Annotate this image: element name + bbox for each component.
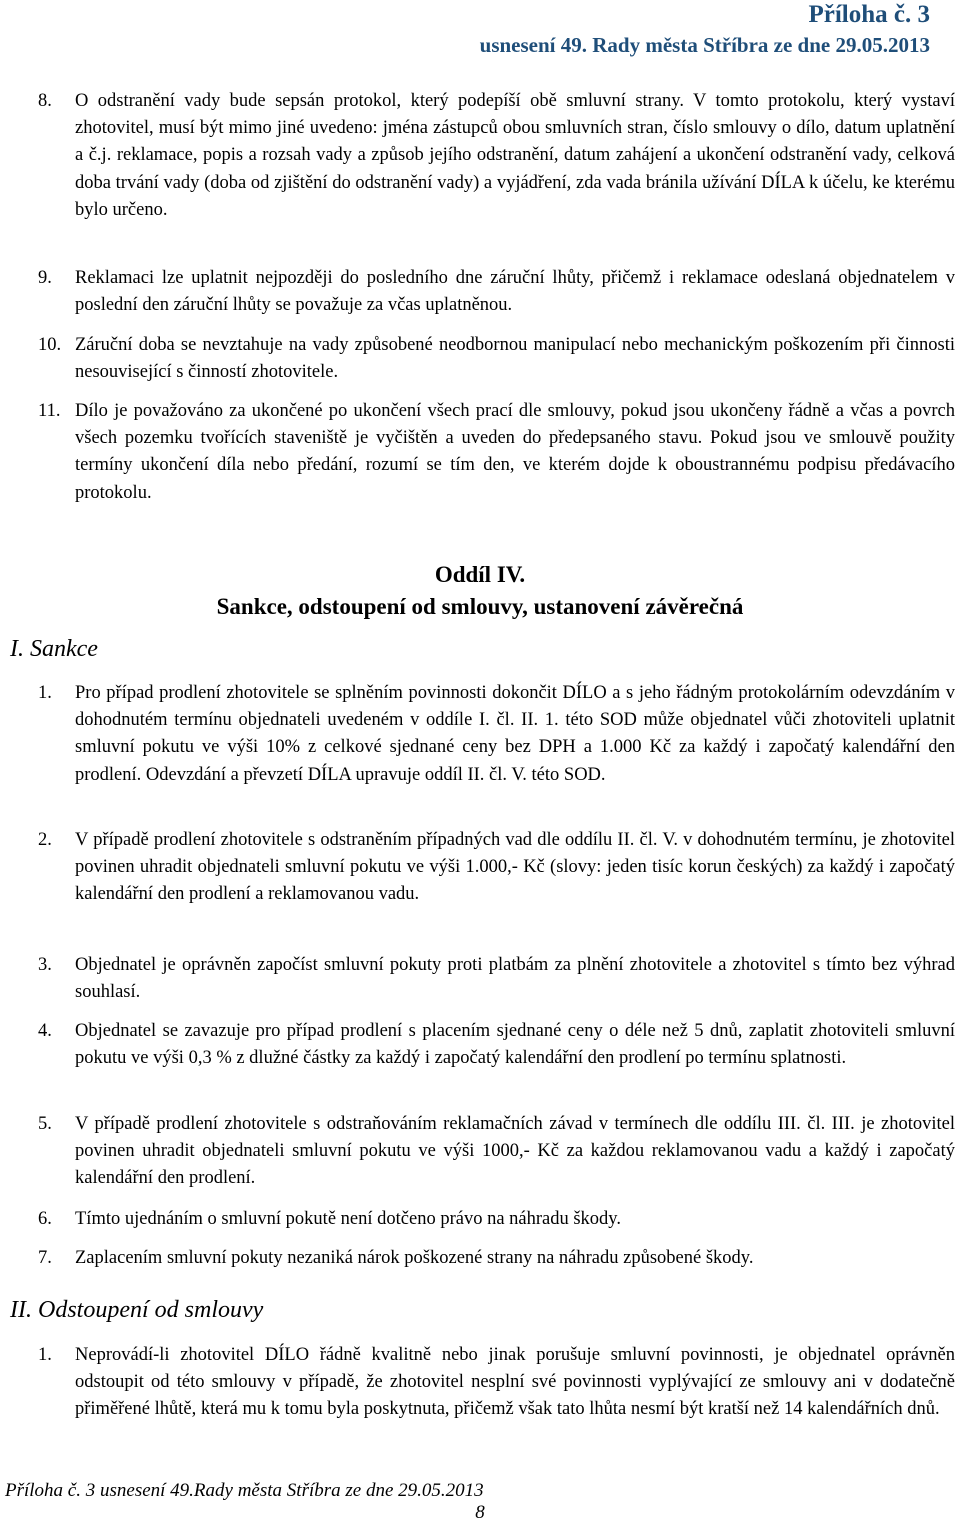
header-subtitle: usnesení 49. Rady města Stříbra ze dne 29.05.2013 xyxy=(479,33,930,57)
header-title: Příloha č. 3 xyxy=(808,1,930,28)
item-number: 1. xyxy=(38,1345,52,1365)
part-title: Oddíl IV. xyxy=(434,562,526,587)
item-number: 10. xyxy=(38,335,62,355)
list-item xyxy=(38,952,955,1006)
item-text: Tímto ujednáním o smluvní pokutě není dotčeno právo na náhradu škody. xyxy=(75,1209,621,1229)
list-item xyxy=(38,1018,955,1072)
list-item xyxy=(38,265,955,319)
page-footer: Příloha č. 3 usnesení 49.Rady města Stříbra ze dne 29.05.2013 xyxy=(5,1480,484,1501)
item-number: 4. xyxy=(38,1021,52,1041)
item-text: Reklamaci lze uplatnit nejpozději do posledního dne záruční lhůty, přičemž i reklamace odeslaná objednatelem v poslední den záruční lhůty se považuje za včas uplatněnou. xyxy=(75,268,955,316)
item-number: 11. xyxy=(38,401,61,421)
item-number: 5. xyxy=(38,1114,52,1134)
item-text: O odstranění vady bude sepsán protokol, který podepíší obě smluvní strany. V tomto protokolu, který vystaví zhotovitel, musí být mimo jiné uvedeno: jména zástupců obou smluvních stran, číslo smlouvy o dílo, datum uplatnění a č.j. reklamace, popis a rozsah vady a způsob jejího odstranění, datum zahájení a ukončení odstranění vady, celková doba trvání vady (doba od zjištění do odstranění vady) a vyjádření, zda vada bránila užívání DÍLA k účelu, ke kterému bylo určeno. xyxy=(75,91,955,220)
list-item xyxy=(38,1245,955,1272)
item-text: Zaplacením smluvní pokuty nezaniká nárok poškozené strany na náhradu způsobené škody. xyxy=(75,1248,754,1268)
list-item xyxy=(38,1111,955,1193)
page-header xyxy=(480,0,930,60)
item-number: 6. xyxy=(38,1209,52,1229)
list-item xyxy=(38,827,955,909)
item-text: Neprovádí-li zhotovitel DÍLO řádně kvalitně nebo jinak porušuje smluvní povinnosti, je objednatel oprávněn odstoupit od této smlouvy v případě, že zhotovitel nesplní své povinnosti vyplývající ze smlouvy ani v dodatečně přiměřené lhůtě, která mu k tomu byla poskytnuta, přičemž však tato lhůta nesmí být kratší než 14 kalendářních dnů. xyxy=(75,1345,955,1420)
list-item xyxy=(38,1342,955,1424)
item-text: V případě prodlení zhotovitele s odstraněním případných vad dle oddílu II. čl. V. v dohodnutém termínu, je zhotovitel povinen uhradit objednateli smluvní pokutu ve výši 1.000,- Kč (slovy: jeden tisíc korun českých) za každý i započatý kalendářní den prodlení a reklamovanou vadu. xyxy=(75,830,955,905)
item-number: 9. xyxy=(38,268,52,288)
list-item xyxy=(38,88,955,224)
item-number: 2. xyxy=(38,830,52,850)
item-number: 7. xyxy=(38,1248,52,1268)
list-item xyxy=(38,680,955,789)
item-number: 3. xyxy=(38,955,52,975)
item-number: 8. xyxy=(38,91,52,111)
list-item xyxy=(38,332,955,386)
item-text: Dílo je považováno za ukončené po ukončení všech prací dle smlouvy, pokud jsou ukončeny řádně a včas a povrch všech pozemku tvořících staveniště je vyčištěn a uveden do předepsaného stavu. Pokud jsou ve smlouvě použity termíny ukončení díla nebo předání, rozumí se tím den, ve kterém dojde k oboustrannému podpisu předávacího protokolu. xyxy=(75,401,955,503)
item-text: Záruční doba se nevztahuje na vady způsobené neodbornou manipulací nebo mechanickým poškozením při činnosti nesouvisející s činností zhotovitele. xyxy=(75,335,955,383)
item-text: Pro případ prodlení zhotovitele se splněním povinnosti dokončit DÍLO a s jeho řádným protokolárním odevzdáním v dohodnutém termínu objednateli uvedeném v oddíle I. čl. II. 1. této SOD může objednatel vůči zhotoviteli uplatnit smluvní pokutu ve výši 10% z celkové sjednané ceny bez DPH a 1.000 Kč za každý i započatý kalendářní den prodlení. Odevzdání a převzetí DÍLA upravuje oddíl II. čl. V. této SOD. xyxy=(75,683,955,785)
section-heading: II. Odstoupení od smlouvy xyxy=(10,1297,264,1323)
item-number: 1. xyxy=(38,683,52,703)
item-text: V případě prodlení zhotovitele s odstraňováním reklamačních závad v termínech dle oddílu III. čl. III. je zhotovitel povinen uhradit objednateli smluvní pokutu ve výši 1000,- Kč za každou reklamovanou vadu a každý i započatý kalendářní den prodlení. xyxy=(75,1114,955,1189)
section-heading: I. Sankce xyxy=(10,636,98,662)
item-text: Objednatel je oprávněn započíst smluvní pokuty proti platbám za plnění zhotovitele a zhotovitel s tímto bez výhrad souhlasí. xyxy=(75,955,955,1003)
list-item xyxy=(38,398,955,507)
list-item xyxy=(38,1206,955,1233)
page-number: 8 xyxy=(475,1502,485,1523)
item-text: Objednatel se zavazuje pro případ prodlení s placením sjednané ceny o déle než 5 dnů, zaplatit zhotoviteli smluvní pokutu ve výši 0,3 % z dlužné částky za každý i započatý kalendářní den prodlení po termínu splatnosti. xyxy=(75,1021,955,1069)
part-subtitle: Sankce, odstoupení od smlouvy, ustanovení závěrečná xyxy=(216,594,744,619)
